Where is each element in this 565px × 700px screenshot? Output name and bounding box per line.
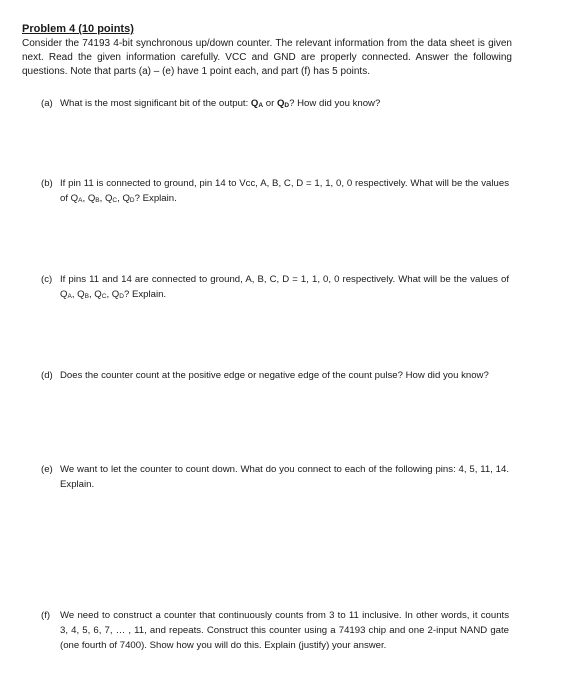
question-a [41, 96, 509, 111]
question-c-sep-1: , Q [71, 289, 85, 300]
question-c-sep-2: , Q [88, 289, 102, 300]
question-b-label: (b) [41, 178, 53, 189]
question-d-text: Does the counter count at the positive edge or negative edge of the count pulse? How did you know? [60, 370, 489, 381]
question-e [41, 462, 509, 492]
problem-title: Problem 4 (10 points) [22, 23, 134, 35]
question-a-label: (a) [41, 98, 53, 109]
question-c-text-1: If pins 11 and 14 are connected to ground, A, B, C, D = 1, 1, 0, 0 respectively. What will be the values of Q [60, 274, 509, 300]
question-b-text-1: If pin 11 is connected to ground, pin 14 to Vcc, A, B, C, D = 1, 1, 0, 0 respectively. What will be the values of Q [60, 178, 509, 204]
question-c-sub-a: A [67, 293, 72, 300]
problem-intro: Consider the 74193 4-bit synchronous up/down counter. The relevant information from the data sheet is given next. Read the given information carefully. VCC and GND are properly connected. Answer the following questions. Note that parts (a) – (e) have 1 point each, and part (f) has 5 points. [22, 38, 512, 78]
question-c-label: (c) [41, 274, 53, 285]
question-d [41, 368, 509, 383]
question-f-label: (f) [41, 610, 51, 621]
question-a-text-3: ? How did you know? [289, 98, 381, 109]
question-f-text: We need to construct a counter that continuously counts from 3 to 11 inclusive. In other words, it counts 3, 4, 5, 6, 7, … , 11, and repeats. Construct this counter using a 74193 chip and one 2-input NAND gate (one fourth of 7400). Show how you will do this. Explain (justify) your answer. [60, 610, 509, 651]
question-c [41, 272, 509, 302]
output-symbol-qa [251, 98, 263, 109]
question-d-label: (d) [41, 370, 53, 381]
question-b [41, 176, 509, 206]
question-b-sub-b: B [95, 197, 100, 204]
question-a-text-1: What is the most significant bit of the output: [60, 98, 251, 109]
question-b-sub-d: D [129, 197, 135, 204]
question-f [41, 608, 509, 653]
question-e-label: (e) [41, 464, 53, 475]
question-b-sub-c: C [112, 197, 118, 204]
question-c-text [60, 272, 509, 302]
question-b-text-2: ? Explain. [134, 193, 177, 204]
output-symbol-qd-letter: Q [276, 98, 285, 109]
question-a-text-2: or [263, 98, 277, 109]
question-a-text [60, 96, 509, 111]
question-c-sub-d: D [119, 293, 124, 300]
question-c-text-2: ? Explain. [123, 289, 167, 300]
question-c-sep-3: , Q [106, 289, 120, 300]
output-symbol-qd-subscript: D [284, 102, 290, 109]
question-b-sub-a: A [78, 197, 83, 204]
output-symbol-qa-letter: Q [250, 98, 259, 109]
question-b-sep-3: , Q [117, 193, 130, 204]
question-c-sub-b: B [84, 293, 89, 300]
output-symbol-qd [277, 98, 289, 109]
output-symbol-qa-subscript: A [258, 102, 264, 109]
question-b-sep-1: , Q [82, 193, 96, 204]
question-b-text [60, 176, 509, 206]
question-b-sep-2: , Q [99, 193, 113, 204]
question-c-sub-c: C [101, 293, 107, 300]
question-e-text: We want to let the counter to count down. What do you connect to each of the following pins: 4, 5, 11, 14. Explain. [60, 464, 509, 490]
